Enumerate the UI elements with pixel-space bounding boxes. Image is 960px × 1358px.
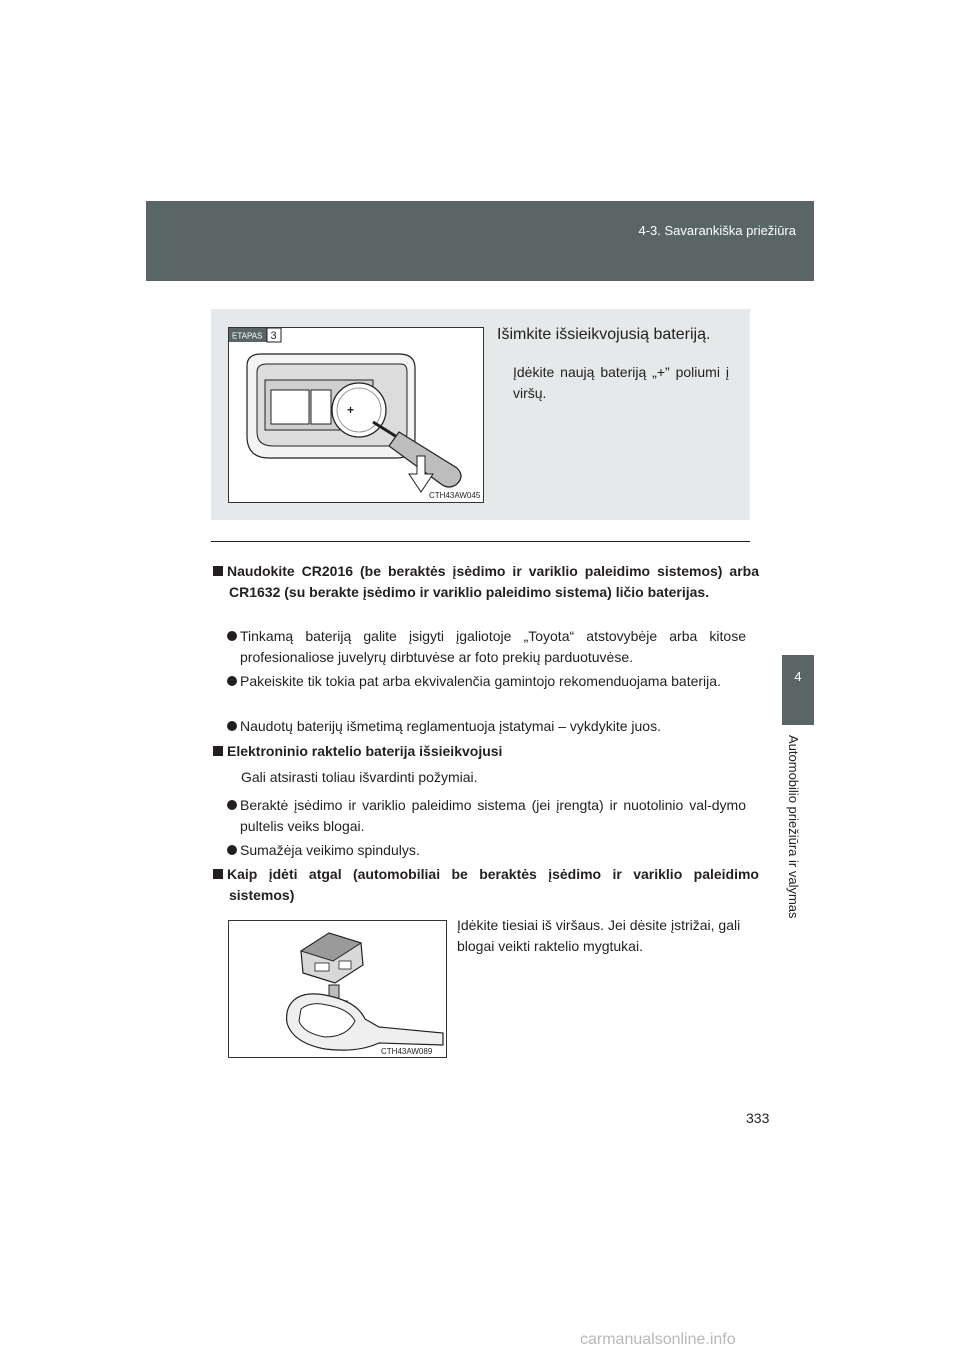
divider <box>211 541 750 542</box>
step-main-text: Išimkite išsieikvojusią bateriją. <box>497 326 711 343</box>
chapter-side-title <box>786 735 810 975</box>
step-label: ETAPAS <box>232 331 263 341</box>
square-bullet-icon <box>213 746 223 756</box>
step-number: 3 <box>270 330 277 342</box>
square-bullet-icon <box>213 869 223 879</box>
page-header <box>146 201 814 281</box>
bullet-dot-icon <box>227 721 237 731</box>
heading-battery-depleted: Elektroninio raktelio baterija išsieikvojusi <box>213 741 759 762</box>
watermark: carmanualsonline.info <box>580 1331 736 1348</box>
step-sub-text: Įdėkite naują bateriją „+” poliumi į viršų. <box>513 364 729 401</box>
bullet-dot-icon <box>227 800 237 810</box>
bullet-item: Beraktė įsėdimo ir variklio paleidimo sistema (jei įrengta) ir nuotolinio val-dymo pultelis veiks blogai. <box>227 795 746 837</box>
chapter-number: 4 <box>794 669 802 684</box>
bullet-item: Naudotų baterijų išmetimą reglamentuoja įstatymai – vykdykite juos. <box>227 716 746 737</box>
key-reinstall-illustration <box>228 920 447 1058</box>
heading-reinstall: Kaip įdėti atgal (automobiliai be beraktės įsėdimo ir variklio paleidimo sistemos) <box>213 864 759 906</box>
image-code: CTH43AW045 <box>429 491 481 500</box>
bullet-item: Pakeiskite tik tokia pat arba ekvivalenčia gamintojo rekomenduojama baterija. <box>227 671 746 692</box>
battery-removal-illustration <box>228 327 484 503</box>
square-bullet-icon <box>213 566 223 576</box>
bullet-dot-icon <box>227 631 237 641</box>
chapter-tab <box>782 655 814 725</box>
bullet-dot-icon <box>227 845 237 855</box>
section-title: 4-3. Savarankiška priežiūra <box>638 223 796 238</box>
bullet-item: Tinkamą bateriją galite įsigyti įgaliotoje „Toyota“ atstovybėje arba kitose profesionaliose juvelyrų dirbtuvėse ar foto prekių parduotuvėse. <box>227 626 746 668</box>
bullet-item: Sumažėja veikimo spindulys. <box>227 840 746 861</box>
symptoms-intro: Gali atsirasti toliau išvardinti požymiai. <box>241 769 478 785</box>
reinstall-note: Įdėkite tiesiai iš viršaus. Jei dėsite įstrižai, gali blogai veikti raktelio mygtukai. <box>457 917 741 954</box>
page-number: 333 <box>746 1110 770 1126</box>
heading-battery-type: Naudokite CR2016 (be beraktės įsėdimo ir variklio paleidimo sistemos) arba CR1632 (su berakte įsėdimo ir variklio paleidimo sistema) ličio baterijas. <box>213 561 759 603</box>
chapter-title: Automobilio priežiūra ir valymas <box>786 735 801 919</box>
bullet-dot-icon <box>227 676 237 686</box>
plus-sign: + <box>347 403 355 417</box>
image-code-2: CTH43AW089 <box>381 1047 433 1056</box>
